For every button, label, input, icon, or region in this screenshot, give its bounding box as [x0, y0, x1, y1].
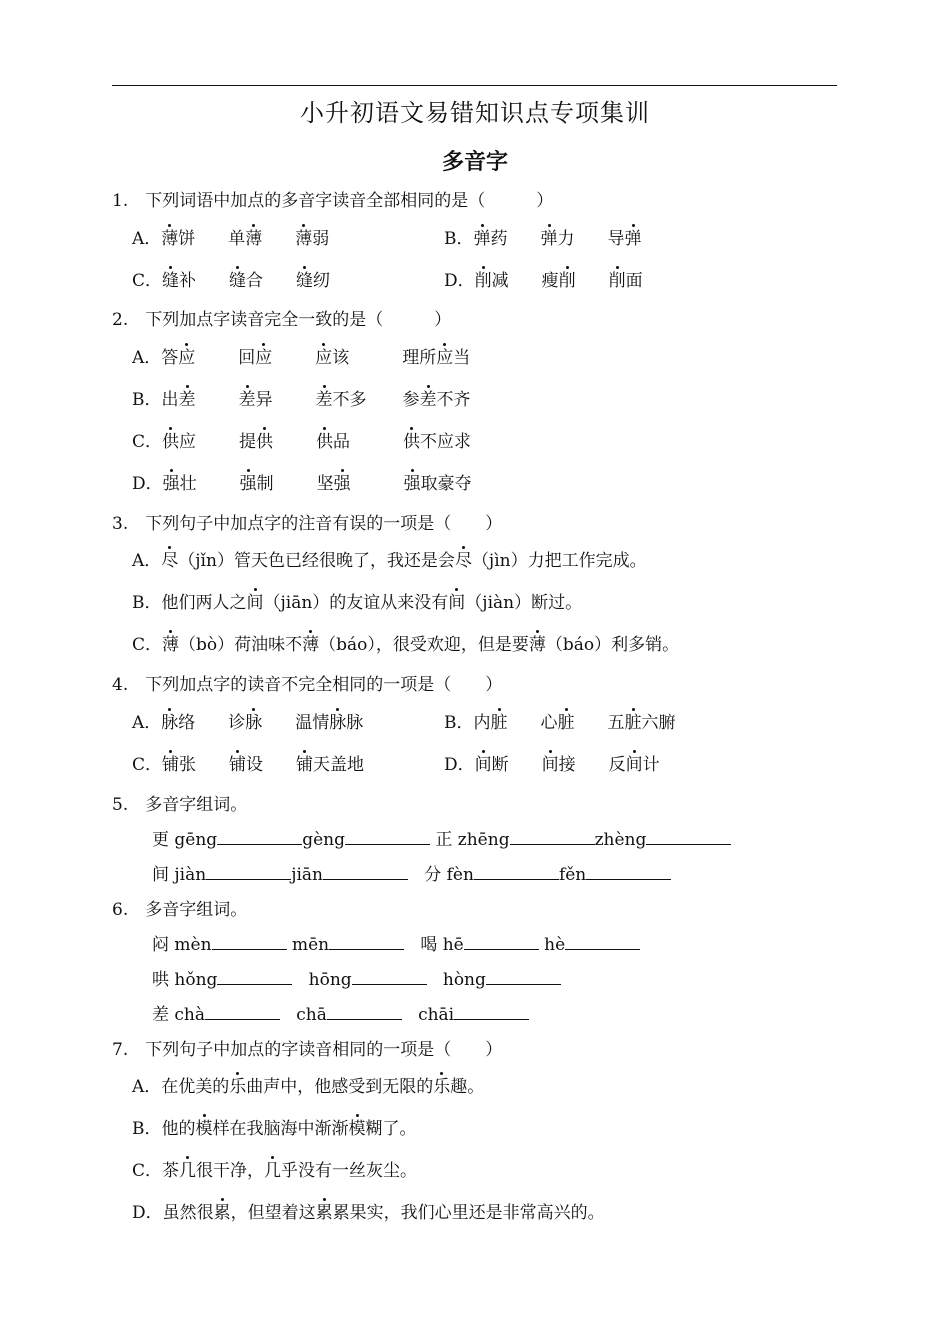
word [609, 270, 643, 292]
dotted-character: 模 [195, 1119, 213, 1139]
text-segment: jiān [291, 865, 323, 885]
dotted-character: 应 [436, 348, 454, 368]
dotted-character: 铺 [296, 755, 314, 775]
q4-option-d [444, 754, 660, 776]
text-segment: 络 [178, 713, 196, 733]
q3-option-b [132, 592, 582, 614]
text-segment: gèng [302, 830, 345, 850]
text-segment: 品 [333, 432, 351, 452]
text-segment: 制 [256, 474, 274, 494]
dotted-character: 应 [315, 348, 333, 368]
q7-option-a [132, 1076, 484, 1098]
word [228, 712, 295, 734]
text-segment: 天盖地 [313, 755, 365, 775]
word [296, 270, 330, 292]
word [317, 473, 404, 495]
q4-option-c [132, 754, 364, 776]
answer-blank[interactable] [329, 934, 404, 950]
text-segment: C． [132, 1161, 163, 1181]
dotted-character: 间 [246, 593, 264, 613]
text-segment: C． [132, 271, 163, 291]
question-3-stem: 3. 下列句子中加点字的注音有误的一项是（ ） [112, 514, 503, 534]
q5-row-2 [152, 864, 671, 886]
dotted-character: 脏 [490, 713, 508, 733]
dotted-character: 脉 [245, 713, 263, 733]
dotted-character: 累 [315, 1203, 333, 1223]
text-segment: 脉 [346, 713, 364, 733]
dotted-character: 脉 [161, 713, 179, 733]
text-segment: C． [132, 755, 163, 775]
text-segment: 内 [473, 713, 491, 733]
dotted-character: 薄 [245, 229, 263, 249]
word [161, 347, 238, 369]
answer-blank[interactable] [323, 864, 408, 880]
word [162, 389, 239, 411]
text-segment: 诊 [228, 713, 246, 733]
text-segment: 该 [332, 348, 350, 368]
text-segment: B． [444, 713, 474, 733]
word [608, 712, 676, 734]
text-segment: 弱 [312, 229, 330, 249]
q2-option-c [132, 431, 471, 453]
text-segment: B． [132, 390, 162, 410]
text-segment: 断 [491, 755, 509, 775]
option-letter: A． [132, 229, 162, 249]
text-segment: （jiàn）断过。 [465, 593, 583, 613]
q4-option-b [444, 712, 676, 734]
text-segment: 力 [557, 229, 575, 249]
dotted-character: 尽 [454, 551, 472, 571]
text-segment: A． [132, 1077, 162, 1097]
text-segment: 答 [161, 348, 179, 368]
text-segment: 纫 [313, 271, 331, 291]
answer-blank[interactable] [345, 829, 430, 845]
text-segment: 他们两人之 [161, 593, 247, 613]
text-segment: 瘦 [541, 271, 559, 291]
text-segment: （bò）荷油味不 [179, 635, 303, 655]
question-5-stem: 5. 多音字组词。 [112, 795, 248, 815]
question-1-stem: 1. 下列词语中加点的多音字读音全部相同的是（ ） [112, 191, 554, 211]
dotted-character: 供 [403, 432, 421, 452]
dotted-character: 削 [558, 271, 576, 291]
text-segment: D． [132, 1203, 163, 1223]
text-segment: （jǐn）管天色已经很晚了，我还是会 [178, 551, 455, 571]
word [403, 389, 471, 411]
text-segment: （jiān）的友谊从来没有 [263, 593, 449, 613]
text-segment: 不应求 [420, 432, 472, 452]
dotted-character: 间 [625, 755, 643, 775]
word [161, 712, 228, 734]
dotted-character: 削 [474, 271, 492, 291]
word [228, 228, 295, 250]
q1-option-b [444, 228, 642, 250]
text-segment: 理所 [402, 348, 437, 368]
dotted-character: 应 [255, 348, 273, 368]
text-segment: 异 [255, 390, 273, 410]
text-segment: B． [444, 229, 474, 249]
text-segment: 哄 hǒng [152, 970, 218, 990]
text-segment: 累果实，我们心里还是非常高兴的。 [332, 1203, 605, 1223]
word [403, 431, 471, 453]
answer-blank[interactable] [486, 969, 561, 985]
text-segment: 更 gēng [152, 830, 218, 850]
dotted-character: 脉 [329, 713, 347, 733]
text-segment: 单 [228, 229, 246, 249]
word [161, 228, 228, 250]
text-segment: ，但望着这 [230, 1203, 316, 1223]
word [239, 431, 316, 453]
answer-blank[interactable] [454, 1004, 529, 1020]
answer-blank[interactable] [205, 1004, 280, 1020]
text-segment: 虽然很 [162, 1203, 214, 1223]
text-segment: hòng [442, 970, 486, 990]
text-segment: 导 [607, 229, 625, 249]
text-segment: C． [132, 635, 163, 655]
dotted-character: 乐 [433, 1077, 451, 1097]
word [541, 712, 608, 734]
text-segment: 温情 [295, 713, 330, 733]
q5-row-1 [152, 829, 731, 851]
text-segment: A． [132, 348, 162, 368]
word [475, 270, 542, 292]
text-segment: 差 chà [152, 1005, 206, 1025]
text-segment: 糊了。 [365, 1119, 417, 1139]
answer-blank[interactable] [565, 934, 640, 950]
text-segment: 接 [558, 755, 576, 775]
text-segment: 分 fèn [424, 865, 474, 885]
word [315, 347, 402, 369]
dotted-character: 强 [333, 474, 351, 494]
text-segment: 闷 mèn [152, 935, 212, 955]
answer-blank[interactable] [352, 969, 427, 985]
answer-blank[interactable] [474, 864, 559, 880]
text-segment: （báo）利多销。 [545, 635, 680, 655]
text-segment: 在优美的 [161, 1077, 230, 1097]
text-segment: 曲声中，他感受到无限的 [246, 1077, 434, 1097]
word [404, 473, 472, 495]
dotted-character: 铺 [229, 755, 247, 775]
q1-option-a [132, 228, 329, 250]
word [609, 754, 660, 776]
text-segment: 很干净， [196, 1161, 265, 1181]
text-segment: 正 zhēng [435, 830, 510, 850]
dotted-character: 弹 [473, 229, 491, 249]
text-segment: 坚 [316, 474, 334, 494]
q6-row-3 [152, 1004, 529, 1026]
question-2-stem: 2. 下列加点字读音完全一致的是（ ） [112, 310, 452, 330]
text-segment: 趣。 [450, 1077, 485, 1097]
text-segment: 回 [238, 348, 256, 368]
word [542, 754, 609, 776]
text-segment: chāi [418, 1005, 455, 1025]
text-segment: 补 [179, 271, 197, 291]
dotted-character: 铺 [162, 755, 180, 775]
dotted-character: 薄 [302, 635, 320, 655]
dotted-character: 差 [419, 390, 437, 410]
text-segment: 出 [161, 390, 179, 410]
q1-option-d [444, 270, 643, 292]
word [229, 270, 296, 292]
q7-option-d [132, 1202, 605, 1224]
page-subtitle: 多音字 [441, 150, 508, 175]
answer-blank[interactable] [586, 864, 671, 880]
word [295, 712, 363, 734]
dotted-character: 缝 [162, 271, 180, 291]
text-segment: 心 [540, 713, 558, 733]
q2-option-a [132, 347, 470, 369]
text-segment: 减 [491, 271, 509, 291]
dotted-character: 薄 [162, 635, 180, 655]
word [608, 228, 642, 250]
dotted-character: 薄 [161, 229, 179, 249]
text-segment: hè [544, 935, 566, 955]
text-segment: A． [132, 713, 162, 733]
text-segment: A． [132, 551, 162, 571]
word [240, 473, 317, 495]
answer-blank[interactable] [646, 829, 731, 845]
question-6-stem: 6. 多音字组词。 [112, 900, 248, 920]
text-segment: 样在我脑海中渐渐 [212, 1119, 349, 1139]
word [295, 228, 329, 250]
dotted-character: 脏 [624, 713, 642, 733]
word [541, 228, 608, 250]
word [542, 270, 609, 292]
dotted-character: 强 [162, 474, 180, 494]
q6-row-2 [152, 969, 561, 991]
text-segment: 他的 [161, 1119, 196, 1139]
word [162, 270, 229, 292]
dotted-character: 几 [264, 1161, 282, 1181]
dotted-character: 尽 [161, 551, 179, 571]
dotted-character: 脏 [557, 713, 575, 733]
q2-option-b [132, 389, 471, 411]
text-segment: B． [132, 593, 162, 613]
text-segment: 设 [246, 755, 264, 775]
q2-option-d [132, 473, 472, 495]
text-segment: （báo），很受欢迎，但是要 [319, 635, 529, 655]
dotted-character: 薄 [528, 635, 546, 655]
dotted-character: 间 [474, 755, 492, 775]
q3-option-a [132, 550, 647, 572]
answer-blank[interactable] [464, 934, 539, 950]
dotted-character: 薄 [295, 229, 313, 249]
dotted-character: 间 [448, 593, 466, 613]
dotted-character: 供 [162, 432, 180, 452]
dotted-character: 累 [213, 1203, 231, 1223]
dotted-character: 供 [256, 432, 274, 452]
q1-option-c [132, 270, 330, 292]
word [475, 754, 542, 776]
q7-option-b [132, 1118, 417, 1140]
dotted-character: 强 [239, 474, 257, 494]
text-segment: （jìn）力把工作完成。 [471, 551, 647, 571]
dotted-character: 缝 [229, 271, 247, 291]
word [316, 389, 403, 411]
text-segment: 间 jiàn [152, 865, 207, 885]
word [238, 347, 315, 369]
word [162, 754, 229, 776]
dotted-character: 模 [348, 1119, 366, 1139]
text-segment: 当 [453, 348, 471, 368]
text-segment: 五 [607, 713, 625, 733]
text-segment: 计 [642, 755, 660, 775]
q4-option-a [132, 712, 363, 734]
dotted-character: 供 [316, 432, 334, 452]
text-segment: 壮 [179, 474, 197, 494]
text-segment: 喝 hē [420, 935, 464, 955]
q3-option-c [132, 634, 679, 656]
word [229, 754, 296, 776]
text-segment: 不齐 [436, 390, 471, 410]
text-segment: 应 [179, 432, 197, 452]
dotted-character: 强 [403, 474, 421, 494]
dotted-character: 应 [178, 348, 196, 368]
dotted-character: 间 [541, 755, 559, 775]
text-segment: D． [444, 271, 475, 291]
text-segment: mēn [291, 935, 330, 955]
word [402, 347, 470, 369]
dotted-character: 乐 [229, 1077, 247, 1097]
text-segment: chā [296, 1005, 327, 1025]
dotted-character: 差 [315, 390, 333, 410]
word [316, 431, 403, 453]
dotted-character: 几 [179, 1161, 197, 1181]
text-segment: 反 [608, 755, 626, 775]
answer-blank[interactable] [206, 864, 291, 880]
text-segment: fěn [558, 865, 587, 885]
q6-row-1 [152, 934, 640, 956]
word [296, 754, 364, 776]
top-rule [112, 85, 837, 86]
text-segment: zhèng [594, 830, 647, 850]
dotted-character: 缝 [296, 271, 314, 291]
word [474, 712, 541, 734]
text-segment: C． [132, 432, 163, 452]
word [474, 228, 541, 250]
text-segment: D． [444, 755, 475, 775]
text-segment: 六腑 [641, 713, 676, 733]
text-segment: 乎没有一丝灰尘。 [281, 1161, 418, 1181]
text-segment: hōng [308, 970, 352, 990]
word [163, 473, 240, 495]
text-segment: 合 [246, 271, 264, 291]
text-segment: D． [132, 474, 163, 494]
text-segment: 取豪夺 [420, 474, 472, 494]
dotted-character: 差 [178, 390, 196, 410]
answer-blank[interactable] [327, 1004, 402, 1020]
text-segment: 提 [239, 432, 257, 452]
answer-blank[interactable] [212, 934, 287, 950]
q7-option-c [132, 1160, 417, 1182]
text-segment: 药 [490, 229, 508, 249]
question-7-stem: 7. 下列句子中加点的字读音相同的一项是（ ） [112, 1040, 503, 1060]
question-4-stem: 4. 下列加点字的读音不完全相同的一项是（ ） [112, 675, 503, 695]
dotted-character: 弹 [540, 229, 558, 249]
text-segment: 面 [625, 271, 643, 291]
answer-blank[interactable] [217, 829, 302, 845]
word [239, 389, 316, 411]
answer-blank[interactable] [510, 829, 595, 845]
dotted-character: 弹 [624, 229, 642, 249]
text-segment: 参 [402, 390, 420, 410]
answer-blank[interactable] [217, 969, 292, 985]
text-segment: 不多 [332, 390, 367, 410]
text-segment: 茶 [162, 1161, 180, 1181]
page-title: 小升初语文易错知识点专项集训 [300, 99, 650, 127]
word [162, 431, 239, 453]
text-segment: 张 [179, 755, 197, 775]
dotted-character: 削 [608, 271, 626, 291]
dotted-character: 差 [238, 390, 256, 410]
text-segment: B． [132, 1119, 162, 1139]
text-segment: 饼 [178, 229, 196, 249]
